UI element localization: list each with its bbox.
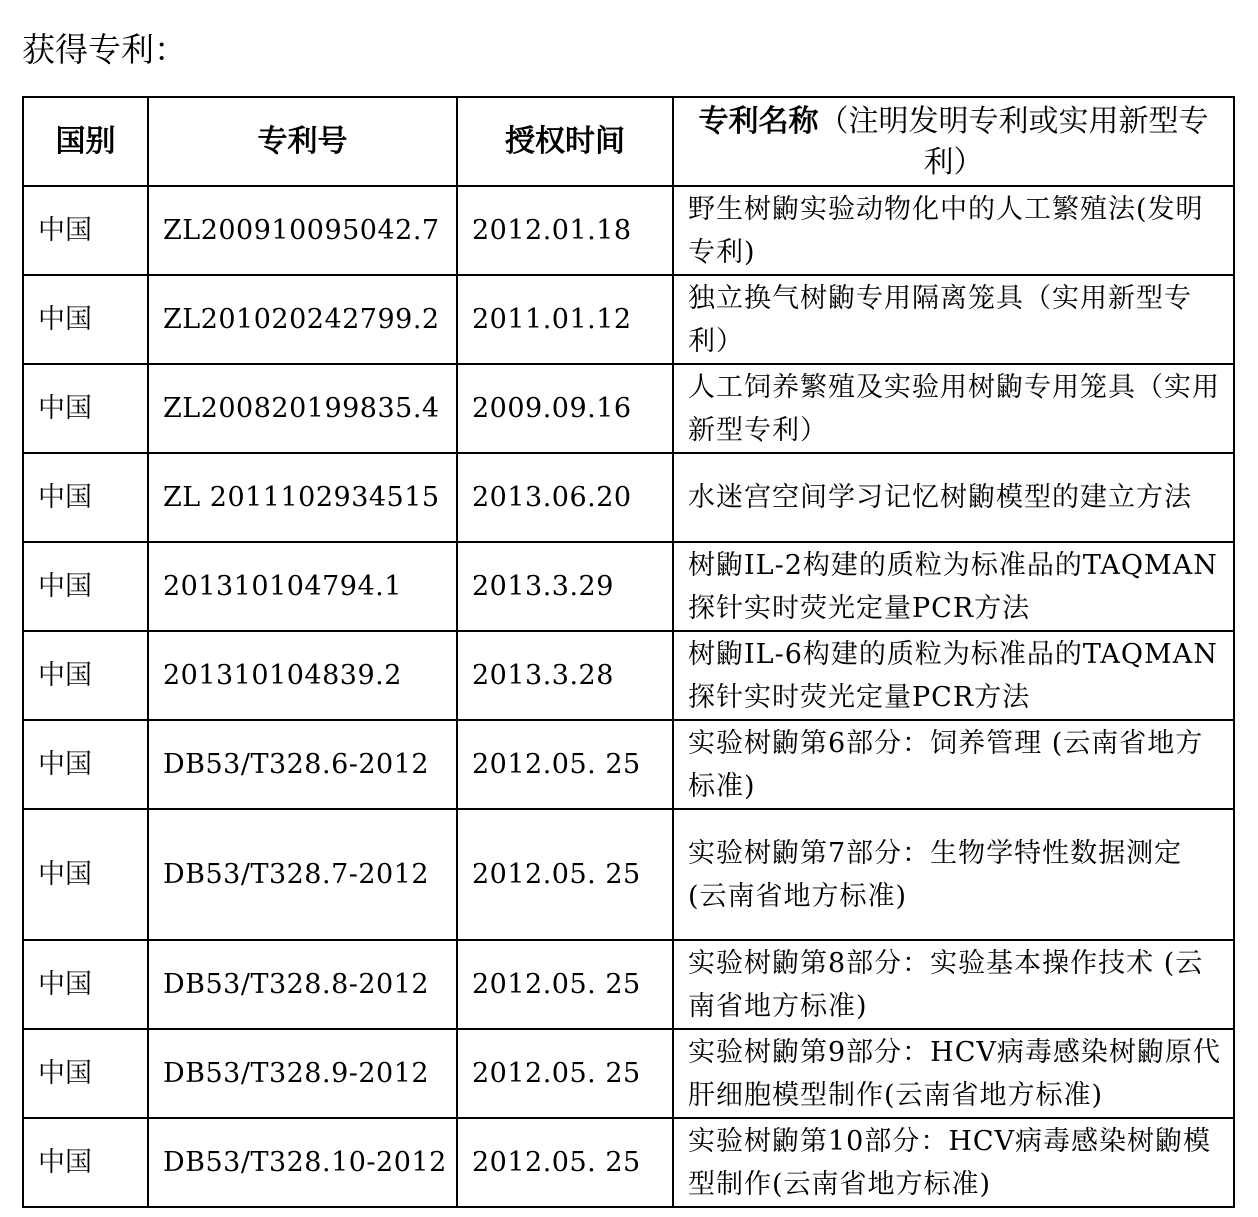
header-grant-date: 授权时间 [457, 97, 673, 186]
table-row [23, 631, 1234, 720]
cell-grant-date: 2012.01.18 [457, 186, 673, 275]
cell-patent-name: 树鼩IL-6构建的质粒为标准品的TAQMAN探针实时荧光定量PCR方法 [673, 631, 1234, 720]
cell-country: 中国 [23, 542, 148, 631]
cell-patent-number: DB53/T328.9-2012 [148, 1029, 457, 1118]
cell-country: 中国 [23, 1118, 148, 1207]
table-header-row [23, 97, 1234, 186]
patent-table [22, 96, 1235, 1208]
header-patent-number: 专利号 [148, 97, 457, 186]
cell-grant-date: 2009.09.16 [457, 364, 673, 453]
cell-patent-name: 实验树鼩第10部分：HCV病毒感染树鼩模型制作(云南省地方标准) [673, 1118, 1234, 1207]
cell-grant-date: 2012.05. 25 [457, 1029, 673, 1118]
header-patent-name-main: 专利名称 [698, 103, 819, 139]
cell-country: 中国 [23, 809, 148, 940]
cell-patent-number: 201310104839.2 [148, 631, 457, 720]
header-patent-name [673, 97, 1234, 186]
cell-country: 中国 [23, 940, 148, 1029]
cell-country: 中国 [23, 720, 148, 809]
cell-grant-date: 2012.05. 25 [457, 720, 673, 809]
cell-country: 中国 [23, 631, 148, 720]
cell-country: 中国 [23, 364, 148, 453]
table-row [23, 275, 1234, 364]
cell-grant-date: 2012.05. 25 [457, 940, 673, 1029]
header-country: 国别 [23, 97, 148, 186]
cell-country: 中国 [23, 275, 148, 364]
cell-grant-date: 2013.06.20 [457, 453, 673, 542]
cell-patent-name: 实验树鼩第6部分：饲养管理 (云南省地方标准) [673, 720, 1234, 809]
cell-grant-date: 2011.01.12 [457, 275, 673, 364]
cell-patent-name: 实验树鼩第9部分：HCV病毒感染树鼩原代肝细胞模型制作(云南省地方标准) [673, 1029, 1234, 1118]
table-row [23, 453, 1234, 542]
cell-patent-number: DB53/T328.7-2012 [148, 809, 457, 940]
cell-patent-name: 人工饲养繁殖及实验用树鼩专用笼具（实用新型专利） [673, 364, 1234, 453]
cell-patent-name: 独立换气树鼩专用隔离笼具（实用新型专利） [673, 275, 1234, 364]
cell-grant-date: 2013.3.29 [457, 542, 673, 631]
cell-patent-number: 201310104794.1 [148, 542, 457, 631]
cell-country: 中国 [23, 186, 148, 275]
table-row [23, 720, 1234, 809]
cell-grant-date: 2013.3.28 [457, 631, 673, 720]
cell-patent-number: ZL200910095042.7 [148, 186, 457, 275]
page-heading: 获得专利： [22, 30, 187, 69]
cell-patent-name: 实验树鼩第7部分：生物学特性数据测定 (云南省地方标准) [673, 809, 1234, 940]
table-row [23, 364, 1234, 453]
cell-country: 中国 [23, 1029, 148, 1118]
table-row [23, 542, 1234, 631]
cell-patent-number: ZL201020242799.2 [148, 275, 457, 364]
cell-patent-number: DB53/T328.8-2012 [148, 940, 457, 1029]
cell-grant-date: 2012.05. 25 [457, 1118, 673, 1207]
header-patent-name-note: （注明发明专利或实用新型专利） [818, 103, 1209, 180]
cell-patent-number: ZL200820199835.4 [148, 364, 457, 453]
cell-patent-number: DB53/T328.6-2012 [148, 720, 457, 809]
cell-patent-name: 野生树鼩实验动物化中的人工繁殖法(发明专利) [673, 186, 1234, 275]
table-row [23, 1029, 1234, 1118]
table-row [23, 809, 1234, 940]
cell-country: 中国 [23, 453, 148, 542]
cell-patent-number: ZL 2011102934515 [148, 453, 457, 542]
cell-patent-name: 树鼩IL-2构建的质粒为标准品的TAQMAN探针实时荧光定量PCR方法 [673, 542, 1234, 631]
table-row [23, 186, 1234, 275]
cell-patent-number: DB53/T328.10-2012 [148, 1118, 457, 1207]
cell-patent-name: 水迷宫空间学习记忆树鼩模型的建立方法 [673, 453, 1234, 542]
cell-grant-date: 2012.05. 25 [457, 809, 673, 940]
cell-patent-name: 实验树鼩第8部分：实验基本操作技术 (云南省地方标准) [673, 940, 1234, 1029]
table-row [23, 940, 1234, 1029]
table-row [23, 1118, 1234, 1207]
